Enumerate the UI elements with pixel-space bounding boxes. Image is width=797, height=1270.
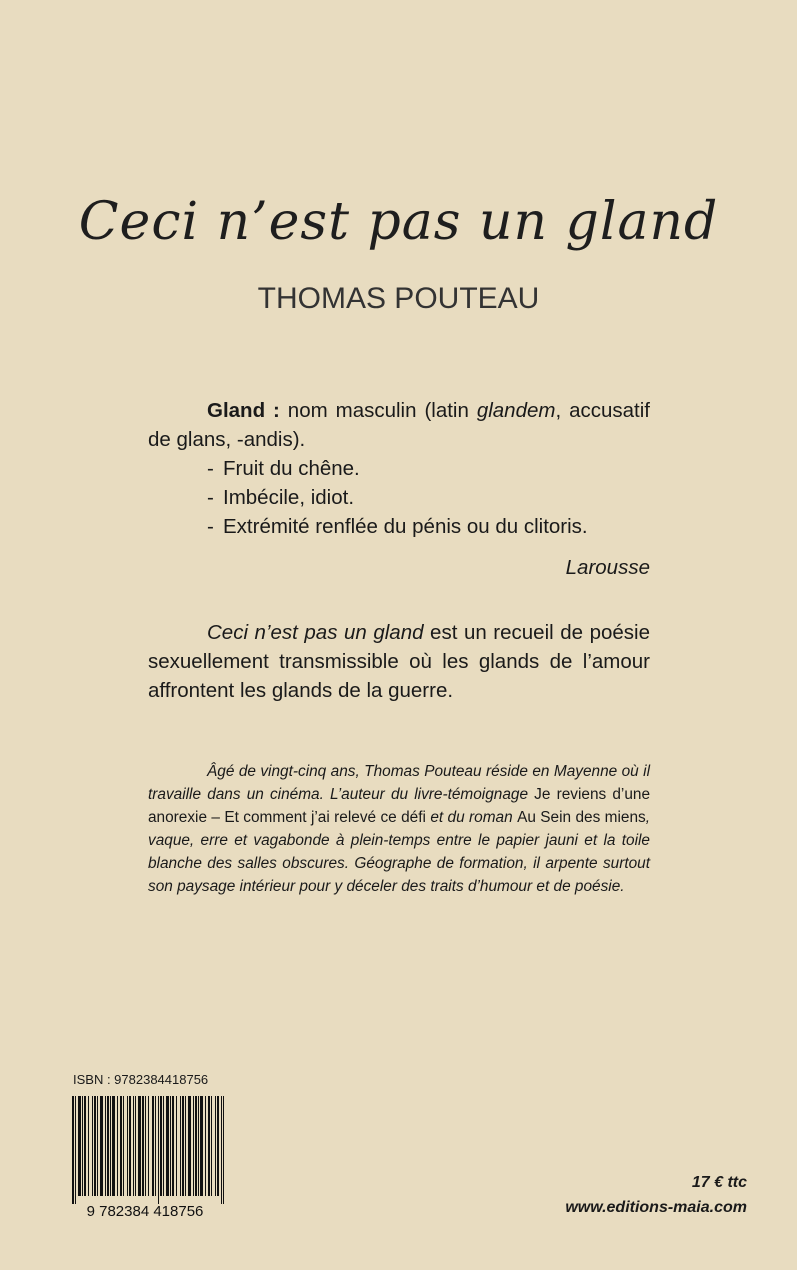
barcode-bar — [182, 1096, 184, 1196]
barcode-bars — [64, 1094, 226, 1220]
bio-book-title-2: Au Sein des miens — [517, 809, 646, 826]
barcode-bar — [176, 1096, 177, 1196]
list-item: - Extrémité renflée du pénis ou du clitoris. — [207, 515, 588, 538]
barcode-bar — [94, 1096, 96, 1196]
barcode-bar — [138, 1096, 141, 1196]
barcode-bar — [84, 1096, 86, 1196]
summary-title: Ceci n’est pas un gland — [207, 621, 424, 644]
barcode-bar — [112, 1096, 115, 1196]
barcode-bar — [205, 1096, 206, 1196]
barcode-bar — [133, 1096, 134, 1196]
barcode-bar — [148, 1096, 149, 1196]
barcode-bar — [208, 1096, 210, 1196]
author-bio: Âgé de vingt-cinq ans, Thomas Pouteau réside en Mayenne où il travaille dans un cinéma. L’auteur du livre-témoignage Je reviens d’une anorexie – Et comment j’ai relevé ce défi et du roman Au Sein des miens, vaque, erre et vagabonde à plein-temps entre le papier jauni et la toile blanche des salles obscures. Géographe de formation, il arpente surtout son paysage intérieur pour y déceler des traits d’humour et de poésie. — [148, 763, 651, 895]
barcode-bar — [105, 1096, 106, 1196]
book-summary — [148, 618, 650, 705]
barcode-digits: 9 782384 418756 — [86, 1203, 204, 1220]
isbn-label: ISBN : 9782384418756 — [73, 1072, 209, 1087]
definition-block — [148, 396, 650, 582]
barcode-bar — [92, 1096, 93, 1196]
barcode-bar — [198, 1096, 199, 1196]
barcode-bar — [82, 1096, 83, 1196]
barcode-bar — [155, 1096, 156, 1196]
barcode-bar — [110, 1096, 111, 1196]
barcode-bar — [78, 1096, 81, 1196]
barcode-bar — [195, 1096, 197, 1196]
barcode-bar — [185, 1096, 186, 1196]
definition-text-a: nom masculin (latin — [279, 399, 477, 422]
summary-text: est un recueil de poésie sexuellement transmissible où les glands de l’amour affrontent les glands de la guerre. — [148, 621, 650, 702]
barcode — [64, 1094, 226, 1220]
barcode-bar — [88, 1096, 89, 1196]
definition-term: Gland : — [207, 399, 280, 422]
barcode-bar — [145, 1096, 146, 1196]
author-name: THOMAS POUTEAU — [257, 282, 540, 315]
barcode-bar — [166, 1096, 169, 1196]
barcode-bar — [107, 1096, 109, 1196]
definition-paragraph — [148, 396, 650, 454]
barcode-bar — [152, 1096, 154, 1196]
barcode-bar — [123, 1096, 124, 1196]
barcode-bar — [117, 1096, 118, 1196]
website-url: www.editions-maia.com — [565, 1199, 747, 1216]
barcode-bar — [170, 1096, 171, 1196]
barcode-bar — [135, 1096, 136, 1196]
definition-text-c: , accusatif de glans, -andis). — [148, 399, 651, 451]
barcode-bar — [215, 1096, 216, 1196]
definition-list — [148, 454, 650, 541]
barcode-bar — [160, 1096, 162, 1196]
barcode-bar — [193, 1096, 194, 1196]
barcode-bar — [100, 1096, 103, 1196]
barcode-bar — [163, 1096, 164, 1196]
barcode-bar — [142, 1096, 144, 1196]
book-title: Ceci n’est pas un gland — [78, 192, 719, 252]
barcode-bar — [188, 1096, 191, 1196]
barcode-bar — [120, 1096, 122, 1196]
definition-source: Larousse — [565, 556, 650, 579]
list-item: - Imbécile, idiot. — [207, 486, 355, 509]
barcode-bar — [217, 1096, 219, 1196]
list-item: - Fruit du chêne. — [207, 457, 360, 480]
bio-book-title-1: Je reviens d’une anorexie – Et comment j’ai relevé ce défi — [148, 786, 651, 826]
definition-latin-word: glandem — [476, 399, 556, 422]
barcode-bar — [180, 1096, 181, 1196]
barcode-bar — [75, 1096, 76, 1204]
barcode-bar — [200, 1096, 203, 1196]
barcode-bar — [172, 1096, 174, 1196]
barcode-bar — [97, 1096, 98, 1196]
barcode-bar — [129, 1096, 131, 1196]
barcode-bar — [211, 1096, 212, 1196]
price: 17 € ttc — [691, 1174, 747, 1191]
barcode-bar — [72, 1096, 74, 1204]
barcode-bar — [127, 1096, 128, 1196]
barcode-bar — [221, 1096, 222, 1204]
barcode-bar — [223, 1096, 224, 1204]
barcode-bar — [158, 1096, 159, 1204]
